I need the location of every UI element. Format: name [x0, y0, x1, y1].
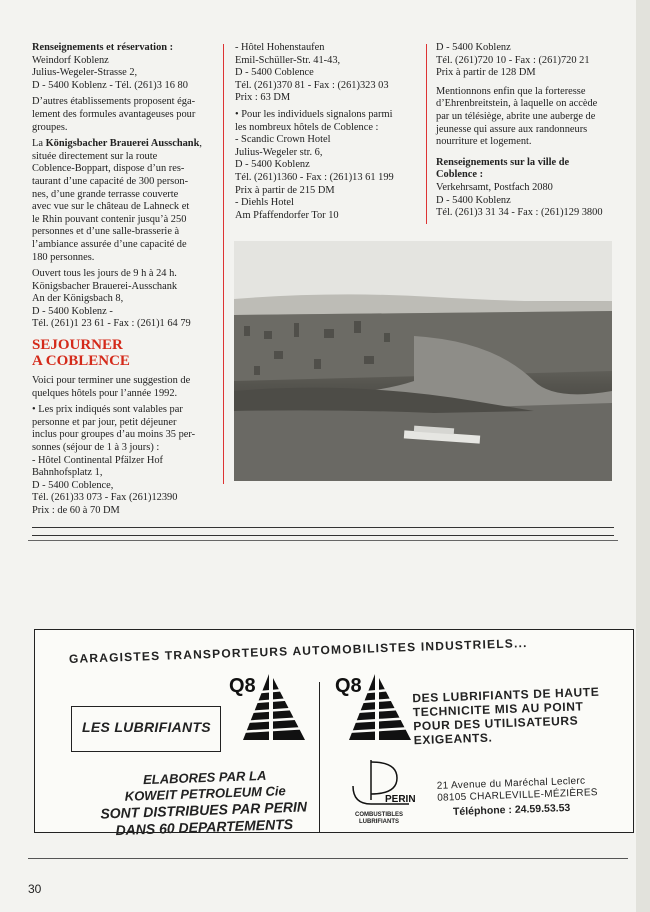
line: Julius-Wegeler-Strasse 2, [32, 67, 138, 79]
line: taurant d’une capacité de 300 person- [32, 175, 189, 187]
distribution-line: DANS 60 DEPARTEMENTS [115, 815, 294, 839]
paragraph-city-info [436, 157, 618, 220]
divider-rule [32, 527, 614, 528]
column-1 [32, 42, 212, 522]
q8-logo [229, 670, 309, 755]
made-by-line: ELABORES PAR LA [142, 767, 267, 788]
line: Ouvert tous les jours de 9 h à 24 h. [32, 268, 177, 280]
page-edge [636, 0, 650, 912]
perin-address [437, 775, 598, 805]
perin-phone: Téléphone : 24.59.53.53 [452, 801, 571, 819]
address-line: 08105 CHARLEVILLE-MÉZIÈRES [437, 787, 598, 804]
q8-logo-2 [335, 670, 415, 755]
ad-tagline [412, 685, 601, 747]
tagline-line: TECHNICITE MIS AU POINT [412, 699, 584, 720]
paragraph-prices [32, 404, 212, 517]
ad-audience-line: GARAGISTES TRANSPORTEURS AUTOMOBILISTES INDUSTRIELS... [68, 635, 528, 666]
line: inclus pour groupes d’au moins 35 per- [32, 429, 196, 441]
line: An der Königsbach 8, [32, 293, 124, 305]
line: Prix à partir de 128 DM [436, 67, 536, 79]
divider-rule [32, 535, 614, 536]
paragraph-intro [32, 375, 212, 400]
column-rule [223, 44, 224, 484]
line: D’autres établissements proposent éga- [32, 96, 196, 108]
line: - Diehls Hotel [235, 197, 294, 209]
line: D - 5400 Koblenz [436, 42, 511, 53]
column-rule [426, 44, 427, 224]
line: 180 personnes. [32, 251, 95, 263]
line: Weindorf Koblenz [32, 54, 109, 66]
paragraph-hohenstaufen [235, 42, 415, 105]
paragraph-ehrenbreitstein [436, 86, 618, 149]
sailboat-icon [335, 670, 415, 750]
perin-subtitle [351, 812, 407, 826]
line: Tél. (261)1 23 61 - Fax : (261)1 64 79 [32, 318, 191, 330]
line: Julius-Wegeler str. 6, [235, 146, 323, 158]
q8-text: Q8 [335, 675, 362, 697]
line: par un télésiège, abrite une auberge de [436, 110, 596, 122]
line: Prix : de 60 à 70 DM [32, 505, 120, 516]
bold-name: Königsbacher Brauerei Ausschank [45, 138, 200, 150]
column-2 [235, 42, 415, 226]
line: - Hôtel Hohenstaufen [235, 42, 325, 53]
tagline-line: POUR DES UTILISATEURS [413, 713, 579, 734]
line: les nombreux hôtels de Coblence : [235, 121, 379, 133]
lubrifiants-box [71, 706, 221, 752]
line: • Pour les individuels signalons parmi [235, 108, 393, 120]
line: D - 5400 Koblenz - [32, 305, 113, 317]
footer-rule [28, 858, 628, 859]
line: Am Pfaffendorfer Tor 10 [235, 209, 339, 221]
line: avec vue sur le château de Lahneck et [32, 201, 190, 213]
paragraph-individuals [235, 109, 415, 222]
line: Tél. (261)1360 - Fax : (261)13 61 199 [235, 171, 394, 183]
paragraph-konigsbacher [32, 138, 212, 264]
perin-p-icon [349, 756, 419, 812]
page-number: 30 [28, 882, 42, 896]
line: l’ambiance assurée d’une capacité de [32, 238, 187, 250]
perin-sub-line: LUBRIFIANTS [359, 819, 399, 825]
line: D - 5400 Koblenz [436, 194, 511, 206]
line: d’Ehrenbreitstein, à laquelle on accède [436, 98, 598, 110]
line: Tél. (261)370 81 - Fax : (261)323 03 [235, 79, 389, 91]
sailboat-icon [229, 670, 309, 750]
line: • Les prix indiqués sont valables par [32, 404, 183, 416]
line: nes, d’une grande terrasse couverte [32, 188, 179, 200]
koblenz-aerial-photo [234, 241, 612, 481]
heading-line: SEJOURNER [32, 337, 123, 354]
line: Königsbacher Brauerei-Ausschank [32, 280, 178, 292]
line: Renseignements et réservation : [32, 42, 174, 53]
line: , située directement sur la route [32, 138, 202, 162]
perin-sub-line: COMBUSTIBLES [355, 812, 403, 818]
line: personnes et d’une salle-brasserie à [32, 226, 180, 238]
perin-wordmark: PERIN [385, 794, 416, 805]
line: quelques hôtels pour l’année 1992. [32, 387, 178, 399]
heading-line: A COBLENCE [32, 353, 130, 370]
tagline-line: EXIGEANTS. [413, 730, 493, 748]
divider-rule [28, 540, 618, 541]
line: sonnes (séjour de 1 à 3 jours) : [32, 442, 160, 454]
line: personne et par jour, petit déjeuner [32, 416, 177, 428]
line: D - 5400 Koblenz [235, 159, 310, 171]
line: D - 5400 Koblenz - Tél. (261)3 16 80 [32, 79, 188, 91]
line: nourriture et logement. [436, 136, 532, 148]
line: Tél. (261)33 073 - Fax (261)12390 [32, 492, 178, 504]
address-line: 21 Avenue du Maréchal Leclerc [436, 775, 586, 792]
line: Mentionnons enfin que la forteresse [436, 85, 586, 97]
line: Prix : 63 DM [235, 92, 291, 104]
line: Tél. (261)3 31 34 - Fax : (261)129 3800 [436, 207, 603, 219]
perin-logo [349, 756, 419, 817]
line: Voici pour terminer une suggestion de [32, 375, 191, 387]
line: - Scandic Crown Hotel [235, 134, 331, 146]
line: Coblence-Boppart, dispose d’un res- [32, 163, 185, 175]
paragraph-reservation [32, 42, 212, 92]
made-by-line: KOWEIT PETROLEUM Cie [124, 783, 287, 804]
line: jeunesse qui assure aux randonneurs [436, 123, 588, 135]
paragraph-others [32, 96, 212, 134]
section-heading [32, 337, 212, 369]
paragraph-diehls-contact [436, 42, 618, 80]
q8-lubricant-ad [34, 629, 634, 839]
photo-illustration [234, 241, 612, 481]
line: Renseignements sur la ville de [436, 156, 570, 168]
line: Bahnhofsplatz 1, [32, 467, 103, 479]
box-label: LES LUBRIFIANTS [82, 719, 211, 735]
line: lement des formules avantageuses pour [32, 108, 196, 120]
paragraph-hours [32, 268, 212, 331]
line: Emil-Schüller-Str. 41-43, [235, 54, 341, 66]
q8-text: Q8 [229, 675, 256, 697]
line: D - 5400 Coblence [235, 67, 314, 79]
line: le Rhin pouvant contenir jusqu’à 250 [32, 213, 187, 225]
line: Verkehrsamt, Postfach 2080 [436, 181, 553, 193]
text: La [32, 138, 43, 150]
line: Prix à partir de 215 DM [235, 184, 335, 196]
line: D - 5400 Coblence, [32, 479, 114, 491]
line: Coblence : [436, 169, 484, 181]
line: Tél. (261)720 10 - Fax : (261)720 21 [436, 54, 590, 66]
distribution-line: SONT DISTRIBUES PAR PERIN [100, 798, 308, 822]
column-3 [436, 42, 618, 224]
line: - Hôtel Continental Pfälzer Hof [32, 454, 163, 466]
line: groupes. [32, 121, 68, 133]
tagline-line: DES LUBRIFIANTS DE HAUTE [412, 684, 600, 706]
